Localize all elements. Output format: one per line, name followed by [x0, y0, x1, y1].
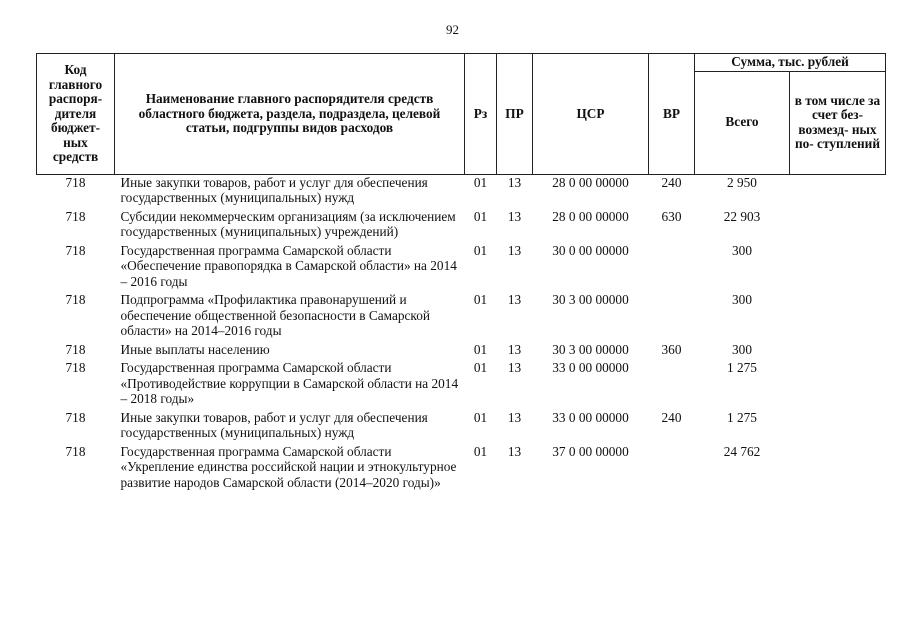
cell-vr [649, 444, 695, 494]
cell-code: 718 [65, 208, 86, 224]
cell-rz: 01 [473, 292, 488, 307]
table-row [37, 444, 886, 494]
cell-name: Государственная программа Самарской области «Противодействие коррупции в Самарской области на 2014 – 2018 годы» [120, 360, 459, 406]
cell-csr: 33 0 00 00000 [552, 360, 629, 375]
cell-code: 718 [65, 341, 86, 357]
table-body [37, 174, 886, 493]
header-code: Код главного распоря- дителя бюджет- ных средств [37, 54, 115, 175]
table-row [37, 243, 886, 293]
cell-pr: 13 [507, 360, 522, 375]
cell-pr: 13 [507, 443, 522, 459]
cell-code: 718 [65, 174, 86, 190]
cell-free [790, 410, 886, 444]
cell-vr: 240 [661, 174, 682, 190]
cell-name: Иные закупки товаров, работ и услуг для обеспечения государственных (муниципальных) нужд [120, 409, 428, 440]
header-vr: ВР [649, 54, 695, 175]
cell-pr: 13 [507, 208, 522, 224]
cell-free [790, 174, 886, 209]
header-name: Наименование главного распорядителя средств областного бюджета, раздела, подраздела, целевой статьи, подгруппы видов расходов [115, 54, 465, 175]
cell-name: Государственная программа Самарской области «Укрепление единства российской нации и этнокультурное развитие народов Самарской области (2014–2020 годы)» [120, 443, 457, 490]
cell-vr: 630 [661, 208, 682, 224]
table-row [37, 292, 886, 342]
cell-code: 718 [65, 292, 86, 307]
cell-code: 718 [65, 242, 86, 258]
cell-name: Иные закупки товаров, работ и услуг для обеспечения государственных (муниципальных) нужд [120, 174, 428, 205]
cell-name: Субсидии некоммерческим организациям (за исключением государственных (муниципальных) учреждений) [120, 208, 456, 239]
cell-total: 1 275 [727, 360, 757, 375]
cell-total: 2 950 [727, 174, 757, 190]
table-header [37, 54, 886, 175]
cell-csr: 33 0 00 00000 [552, 409, 629, 425]
cell-csr: 30 3 00 00000 [552, 341, 629, 357]
budget-table [36, 53, 886, 493]
cell-code: 718 [65, 443, 86, 459]
cell-pr: 13 [507, 292, 522, 307]
header-total: Всего [695, 71, 790, 174]
cell-free [790, 342, 886, 361]
cell-name: Иные выплаты населению [120, 341, 270, 357]
cell-free [790, 209, 886, 243]
cell-free [790, 243, 886, 293]
cell-rz: 01 [473, 208, 488, 224]
cell-total: 300 [732, 292, 752, 307]
cell-csr: 37 0 00 00000 [552, 443, 629, 459]
cell-code: 718 [65, 409, 86, 425]
table-row [37, 174, 886, 209]
cell-pr: 13 [507, 242, 522, 258]
cell-free [790, 444, 886, 494]
cell-rz: 01 [473, 174, 488, 190]
cell-total: 24 762 [723, 443, 761, 459]
table-row [37, 209, 886, 243]
cell-csr: 30 3 00 00000 [552, 292, 629, 307]
header-rz: Рз [465, 54, 497, 175]
header-sum: Сумма, тыс. рублей [695, 54, 886, 72]
cell-total: 1 275 [727, 409, 757, 425]
cell-rz: 01 [473, 443, 488, 459]
cell-rz: 01 [473, 360, 488, 375]
cell-free [790, 360, 886, 410]
cell-pr: 13 [507, 174, 522, 190]
cell-vr [649, 360, 695, 410]
cell-rz: 01 [473, 242, 488, 258]
header-free: в том числе за счет без- возмезд- ных по- ступлений [790, 71, 886, 174]
table-row [37, 342, 886, 361]
cell-name: Государственная программа Самарской области «Обеспечение правопорядка в Самарской области» на 2014 – 2016 годы [120, 242, 457, 289]
table-row [37, 360, 886, 410]
cell-vr [649, 243, 695, 293]
cell-total: 300 [732, 341, 752, 357]
cell-free [790, 292, 886, 342]
cell-name: Подпрограмма «Профилактика правонарушений и обеспечение общественной безопасности в Самарской области» на 2014–2016 годы [120, 292, 430, 338]
page-number: 92 [446, 22, 459, 37]
cell-csr: 28 0 00 00000 [552, 208, 629, 224]
cell-code: 718 [65, 360, 86, 375]
cell-pr: 13 [507, 341, 522, 357]
cell-total: 300 [732, 242, 752, 258]
table-row [37, 410, 886, 444]
cell-total: 22 903 [723, 208, 761, 224]
cell-rz: 01 [473, 341, 488, 357]
cell-pr: 13 [507, 409, 522, 425]
cell-csr: 28 0 00 00000 [552, 174, 629, 190]
header-pr: ПР [497, 54, 533, 175]
header-csr: ЦСР [533, 54, 649, 175]
cell-vr: 360 [661, 341, 682, 357]
cell-vr: 240 [661, 409, 682, 425]
cell-rz: 01 [473, 409, 488, 425]
cell-csr: 30 0 00 00000 [552, 242, 629, 258]
cell-vr [649, 292, 695, 342]
